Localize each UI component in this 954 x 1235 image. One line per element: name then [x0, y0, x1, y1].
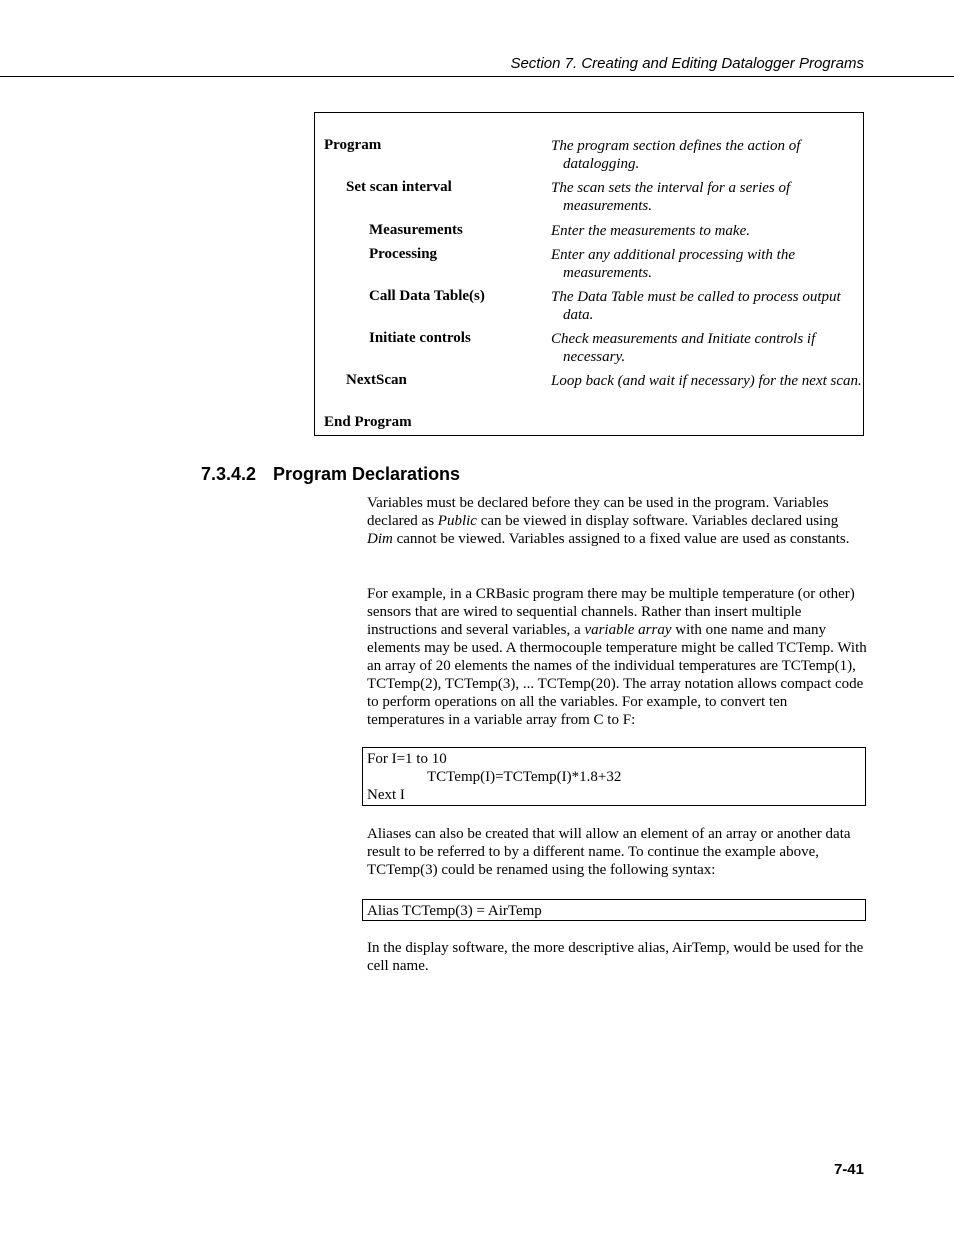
structure-description: Check measurements and Initiate controls if necessary. — [551, 331, 816, 365]
emphasis-dim: Dim — [367, 531, 393, 547]
structure-description: Enter any additional processing with the measurements. — [551, 247, 796, 281]
structure-keyword: Measurements — [369, 222, 463, 238]
program-structure-table — [314, 112, 864, 436]
structure-keyword: Initiate controls — [369, 330, 471, 346]
code-example-loop — [362, 747, 866, 806]
text-run: Variables must be declared before they can be used in the program. Variables declared as — [367, 495, 829, 529]
structure-keyword: Call Data Table(s) — [369, 288, 485, 304]
code-line: For I=1 to 10 — [367, 751, 447, 767]
structure-description: Loop back (and wait if necessary) for the next scan. — [551, 373, 862, 389]
code-line: Alias TCTemp(3) = AirTemp — [367, 903, 542, 919]
section-heading — [201, 464, 460, 485]
structure-description: The program section defines the action of datalogging. — [551, 138, 801, 172]
emphasis-variable-array: variable array — [584, 622, 672, 638]
structure-keyword: Processing — [369, 246, 438, 262]
structure-description: Enter the measurements to make. — [551, 223, 750, 239]
structure-keyword: Program — [324, 137, 382, 153]
running-header: Section 7. Creating and Editing Datalogger Programs — [510, 55, 864, 72]
paragraph-aliases: Aliases can also be created that will allow an element of an array or another data result to be referred to by a different name. To continue the example above, TCTemp(3) could be renamed using the following syntax: — [367, 826, 851, 878]
text-run: For example, in a CRBasic program there may be multiple temperature (or other) sensors that are wired to sequential channels. Rather than insert multiple instructions and several variables, a — [367, 586, 855, 638]
structure-keyword: Set scan interval — [346, 179, 452, 195]
page-number: 7-41 — [833, 1161, 864, 1178]
structure-keyword: NextScan — [346, 372, 407, 388]
header-rule — [0, 76, 954, 77]
section-number: 7.3.4.2 — [201, 464, 257, 484]
paragraph-display-alias: In the display software, the more descriptive alias, AirTemp, would be used for the cell name. — [367, 940, 864, 974]
structure-description: The Data Table must be called to process output data. — [551, 289, 841, 323]
code-line: Next I — [367, 787, 405, 803]
code-line: TCTemp(I)=TCTemp(I)*1.8+32 — [427, 769, 622, 785]
paragraph-variable-array — [367, 585, 867, 729]
section-title: Program Declarations — [273, 464, 461, 484]
structure-description: The scan sets the interval for a series of measurements. — [551, 180, 791, 214]
text-run: with one name and many elements may be used. A thermocouple temperature might be called TCTemp. With an array of 20 elements the names of the individual temperatures are TCTemp(1), TCTemp(2), TCTemp(3), ... TCTemp(20). The array notation allows compact code to perform operations on all the variables. For example, to convert ten temperatures in a variable array from C to F: — [367, 622, 867, 728]
code-example-alias — [362, 899, 866, 921]
structure-keyword: End Program — [324, 414, 412, 430]
text-run: cannot be viewed. Variables assigned to a fixed value are used as constants. — [392, 531, 850, 547]
paragraph-declarations — [367, 494, 867, 548]
text-run: can be viewed in display software. Variables declared using — [476, 513, 839, 529]
emphasis-public: Public — [437, 513, 477, 529]
